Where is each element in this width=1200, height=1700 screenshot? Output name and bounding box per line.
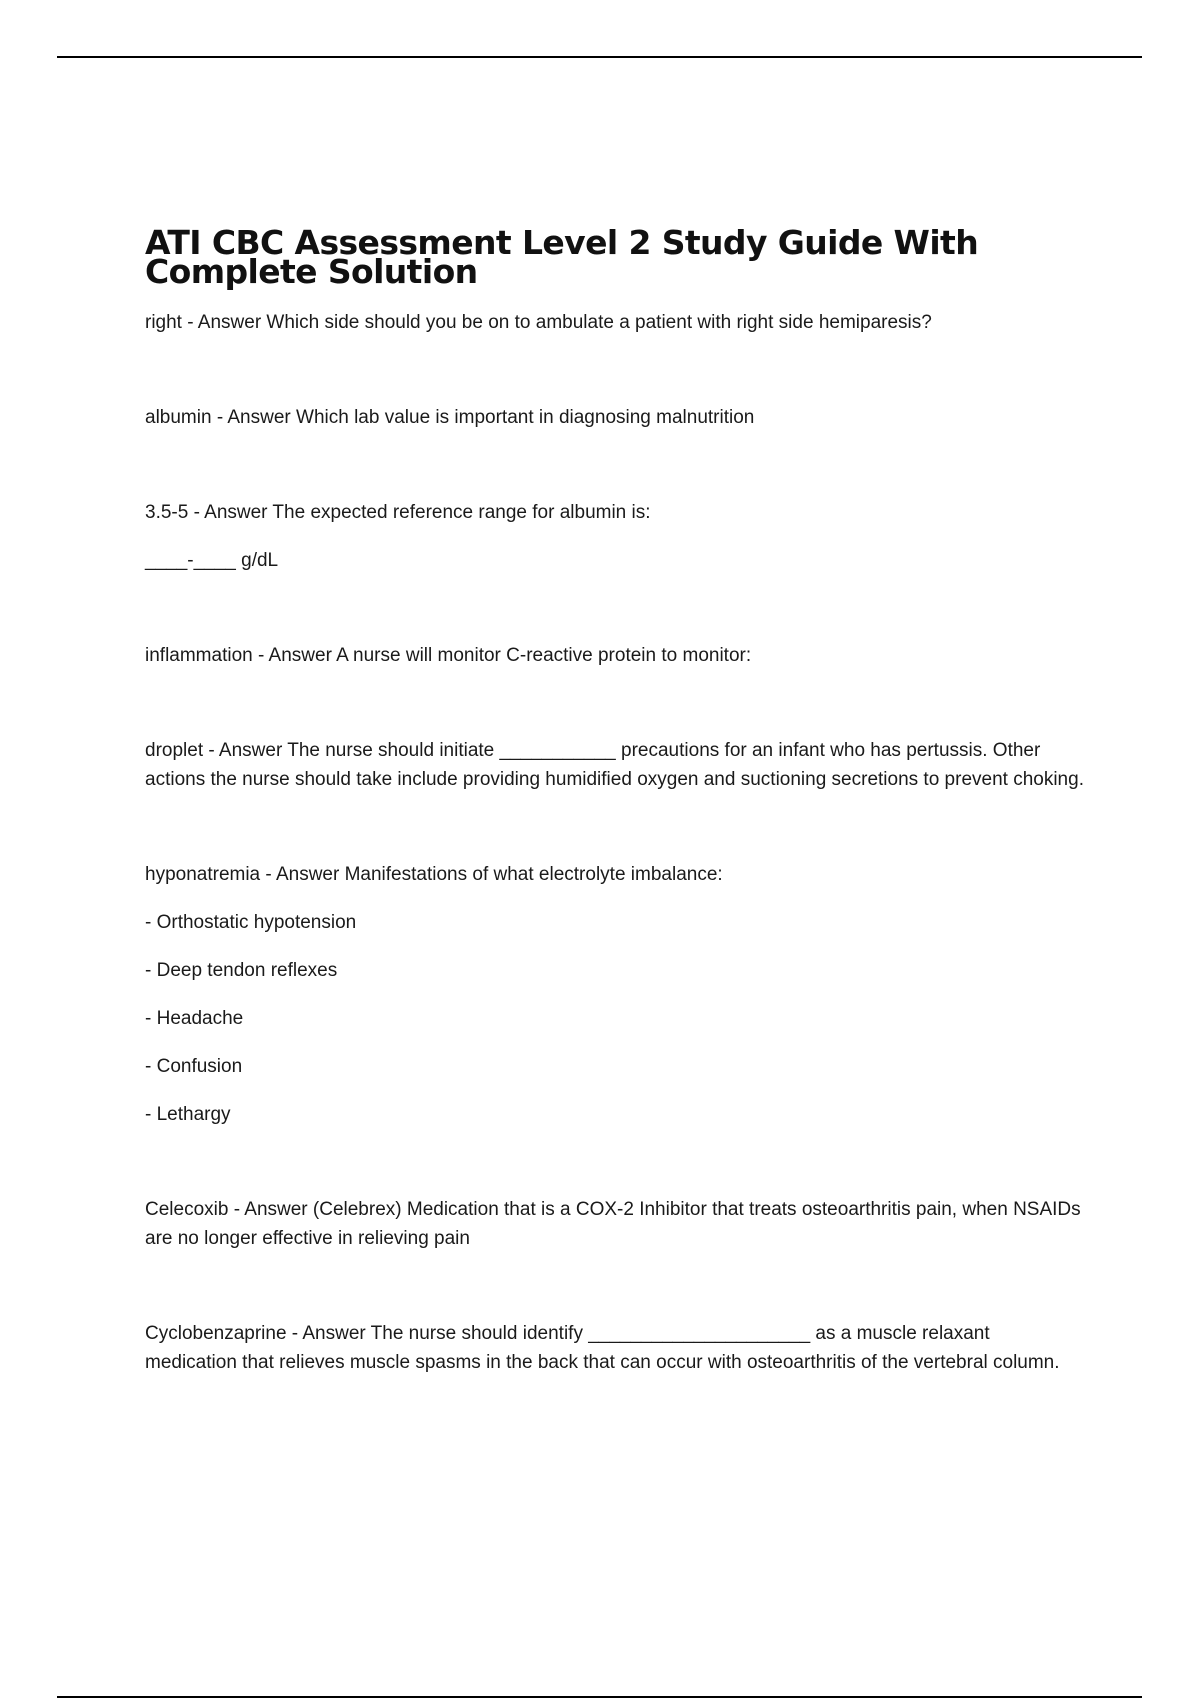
qa-item bbox=[145, 1319, 1085, 1377]
qa-answer-question: Celecoxib - Answer (Celebrex) Medication that is a COX-2 Inhibitor that treats osteoarthritis pain, when NSAIDs are no longer effective in relieving pain bbox=[145, 1199, 1081, 1249]
qa-answer-question: 3.5-5 - Answer The expected reference range for albumin is: bbox=[145, 502, 651, 523]
qa-item bbox=[145, 641, 1085, 670]
line-gap bbox=[145, 985, 1085, 1004]
qa-item bbox=[145, 1195, 1085, 1253]
top-rule bbox=[57, 56, 1142, 58]
qa-answer-question: hyponatremia - Answer Manifestations of what electrolyte imbalance: bbox=[145, 864, 723, 885]
qa-list bbox=[145, 308, 1085, 1377]
qa-item bbox=[145, 308, 1085, 337]
line-gap bbox=[145, 889, 1085, 908]
qa-detail-line: - Lethargy bbox=[145, 1104, 231, 1125]
qa-item bbox=[145, 860, 1085, 1129]
qa-detail-line: ____-____ g/dL bbox=[145, 550, 279, 571]
block-gap bbox=[145, 432, 1085, 498]
qa-answer-question: right - Answer Which side should you be on to ambulate a patient with right side hemiparesis? bbox=[145, 312, 932, 333]
block-gap bbox=[145, 1253, 1085, 1319]
qa-detail-line: - Deep tendon reflexes bbox=[145, 960, 338, 981]
block-gap bbox=[145, 337, 1085, 403]
block-gap bbox=[145, 575, 1085, 641]
qa-item bbox=[145, 403, 1085, 432]
qa-detail-line: - Confusion bbox=[145, 1056, 243, 1077]
qa-detail-line: - Orthostatic hypotension bbox=[145, 912, 357, 933]
line-gap bbox=[145, 527, 1085, 546]
qa-answer-question: Cyclobenzaprine - Answer The nurse should identify _____________________ as a muscle relaxant medication that relieves muscle spasms in the back that can occur with osteoarthritis of the vertebral column. bbox=[145, 1323, 1060, 1373]
line-gap bbox=[145, 1081, 1085, 1100]
qa-item bbox=[145, 736, 1085, 794]
bottom-rule bbox=[57, 1696, 1142, 1698]
document-body bbox=[145, 223, 1085, 1377]
qa-answer-question: droplet - Answer The nurse should initiate ___________ precautions for an infant who has pertussis. Other actions the nurse should take include providing humidified oxygen and suctioning secretions to prevent choking. bbox=[145, 740, 1084, 790]
line-gap bbox=[145, 1033, 1085, 1052]
qa-detail-line: - Headache bbox=[145, 1008, 244, 1029]
qa-item bbox=[145, 498, 1085, 575]
block-gap bbox=[145, 1129, 1085, 1195]
block-gap bbox=[145, 670, 1085, 736]
document-title: ATI CBC Assessment Level 2 Study Guide With Complete Solution bbox=[145, 223, 979, 291]
block-gap bbox=[145, 794, 1085, 860]
qa-answer-question: inflammation - Answer A nurse will monitor C-reactive protein to monitor: bbox=[145, 645, 752, 666]
line-gap bbox=[145, 937, 1085, 956]
qa-answer-question: albumin - Answer Which lab value is important in diagnosing malnutrition bbox=[145, 407, 755, 428]
